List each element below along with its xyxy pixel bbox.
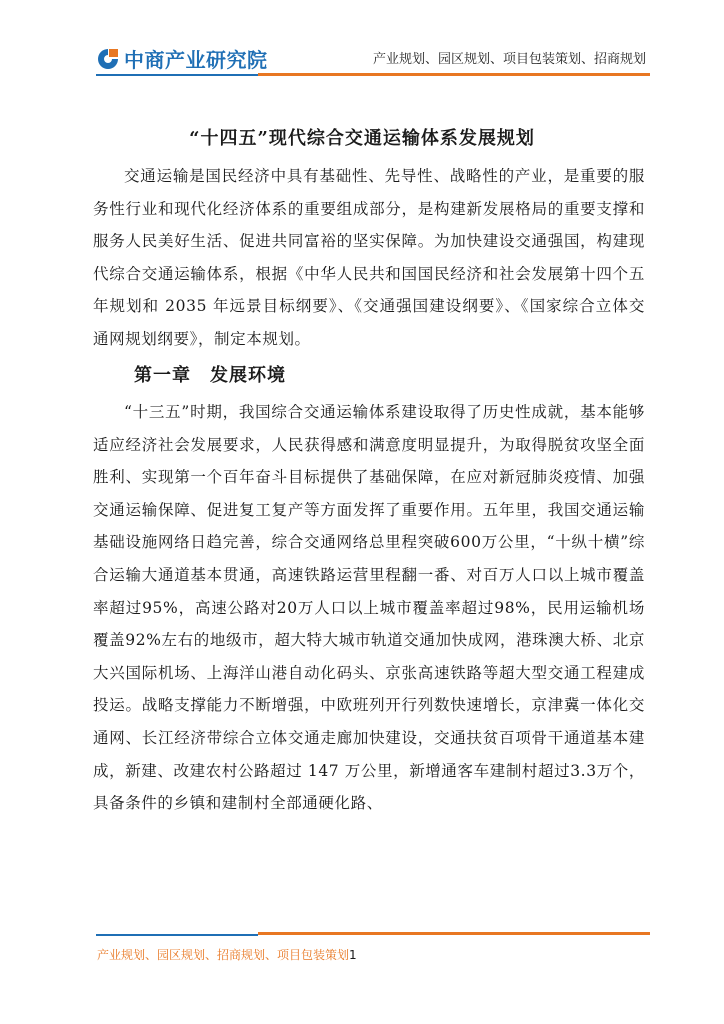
page-header [0,0,724,90]
footer-rule-orange [258,932,650,935]
logo [96,44,268,73]
chapter-paragraph: “十三五”时期，我国综合交通运输体系建设取得了历史性成就，基本能够适应经济社会发展要求，人民获得感和满意度明显提升，为取得脱贫攻坚全面胜利、实现第一个百年奋斗目标提供了基础保障，在应对新冠肺炎疫情、加强交通运输保障、促进复工复产等方面发挥了重要作用。五年里，我国交通运输基础设施网络日趋完善，综合交通网络总里程突破600万公里，“十纵十横”综合运输大通道基本贯通，高速铁路运营里程翻一番、对百万人口以上城市覆盖率超过95%，高速公路对20万人口以上城市覆盖率超过98%，民用运输机场覆盖92%左右的地级市，超大特大城市轨道交通加快成网，港珠澳大桥、北京大兴国际机场、上海洋山港自动化码头、京张高速铁路等超大型交通工程建成投运。战略支撑能力不断增强，中欧班列开行列数快速增长，京津冀一体化交通网、长江经济带综合立体交通走廊加快建设，交通扶贫百项骨干通道基本建成，新建、改建农村公路超过 147 万公里，新增通客车建制村超过3.3万个，具备条件的乡镇和建制村全部通硬化路、 [93,403,645,813]
logo-text: 中商产业研究院 [124,48,268,72]
footer-text: 产业规划、园区规划、招商规划、项目包装策划 [97,948,350,962]
page-number: 1 [349,948,357,962]
brand-logo-icon [96,47,120,71]
intro-paragraph: 交通运输是国民经济中具有基础性、先导性、战略性的产业，是重要的服务性行业和现代化经济体系的重要组成部分，是构建新发展格局的重要支撑和服务人民美好生活、促进共同富裕的坚实保障。为加快建设交通强国，构建现代综合交通运输体系，根据《中华人民共和国国民经济和社会发展第十四个五年规划和 2035 年远景目标纲要》、《交通强国建设纲要》、《国家综合立体交通网规划纲要》，制定本规划。 [93,167,645,348]
page-footer [97,946,357,963]
chapter-heading: 第一章 发展环境 [134,365,286,386]
header-rule-blue [96,74,258,76]
document-title: “十四五”现代综合交通运输体系发展规划 [189,128,535,149]
header-rule-orange [258,73,650,76]
footer-rule-blue [96,934,258,936]
header-tagline: 产业规划、园区规划、项目包装策划、招商规划 [372,52,646,67]
